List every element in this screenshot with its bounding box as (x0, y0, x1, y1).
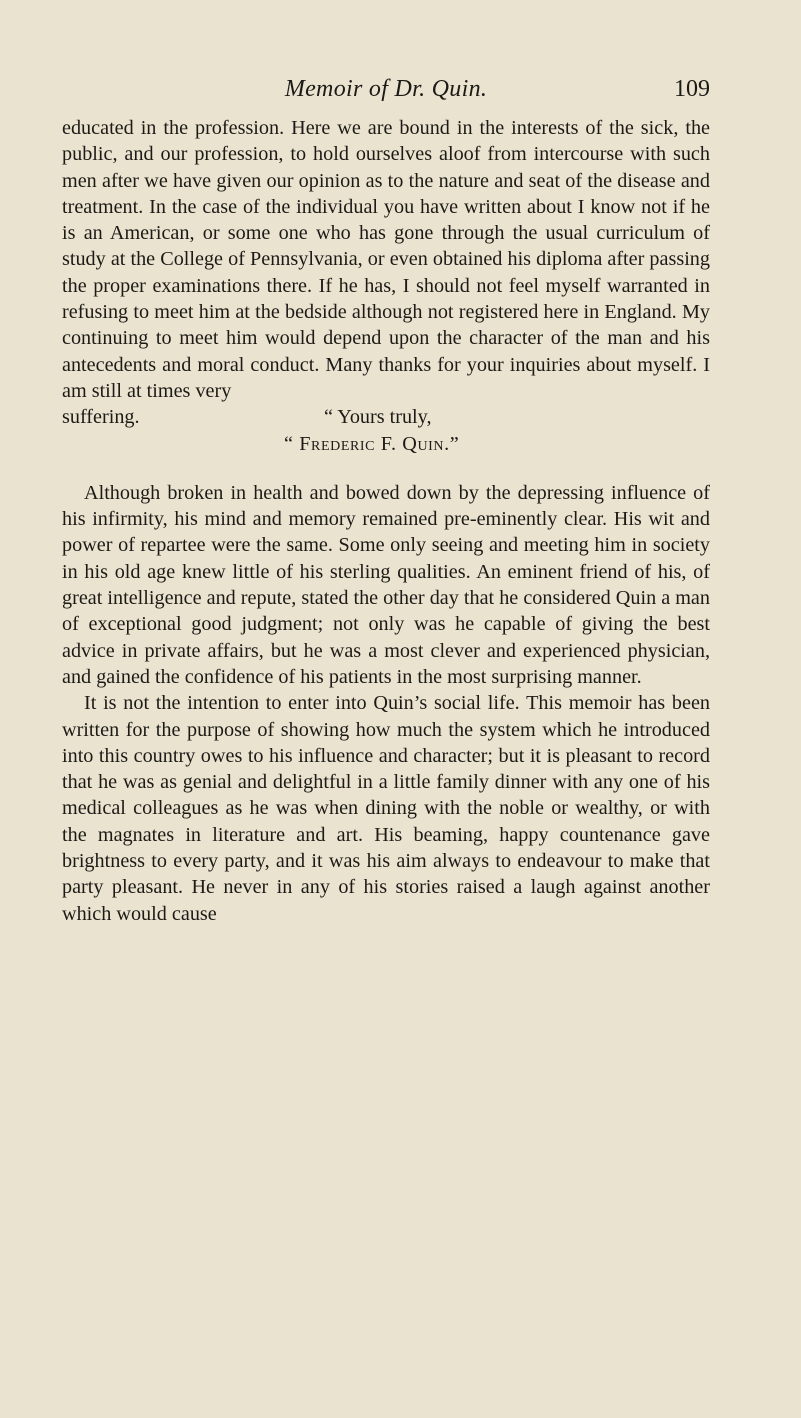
body-text (62, 115, 710, 927)
paragraph-health: Although broken in health and bowed down by the depressing influence of his infirmity, his mind and memory remained pre-eminently clear. His wit and power of repartee were the same. Some only seeing and meeting him in society in his old age knew little of his sterling qualities. An eminent friend of his, of great intelligence and repute, stated the other day that he considered Quin a man of exceptional good judgment; not only was he capable of giving the best advice in private affairs, but he was a most clever and experienced physician, and gained the confidence of his patients in the most surprising manner. (62, 481, 710, 688)
letter-body: educated in the profession. Here we are bound in the interests of the sick, the public, and our profession, to hold ourselves aloof from intercourse with such men after we have given our opinion as to the nature and seat of the disease and treatment. In the case of the individual you have written about I know not if he is an American, or some one who has gone through the usual curriculum of study at the College of Pennsylvania, or even obtained his diploma after passing the proper examinations there. If he has, I should not feel myself warranted in refusing to meet him at the bedside although not registered here in England. My continuing to meet him would depend upon the character of the man and his antecedents and moral conduct. Many thanks for your inquiries about myself. I am still at times very (62, 117, 710, 402)
running-head (62, 76, 710, 112)
letter-closing (62, 404, 710, 430)
closing-word: suffering. (62, 406, 140, 429)
running-title: Memoir of Dr. Quin. (284, 76, 488, 102)
letter-signature: “ Frederic F. Quin.” (284, 432, 460, 455)
valediction: “ Yours truly, (324, 406, 432, 429)
paragraph-social-life: It is not the intention to enter into Quin’s social life. This memoir has been written for the purpose of showing how much the system which he introduced into this country owes to his influence and character; but it is pleasant to record that he was as genial and delightful in a little family dinner with any one of his medical colleagues as he was when dining with the noble or wealthy, or with the magnates in literature and art. His beaming, happy countenance gave brightness to every party, and it was his aim always to endeavour to make that party pleasant. He never in any of his stories raised a laugh against another which would cause (62, 692, 710, 925)
page-number: 109 (674, 76, 710, 102)
